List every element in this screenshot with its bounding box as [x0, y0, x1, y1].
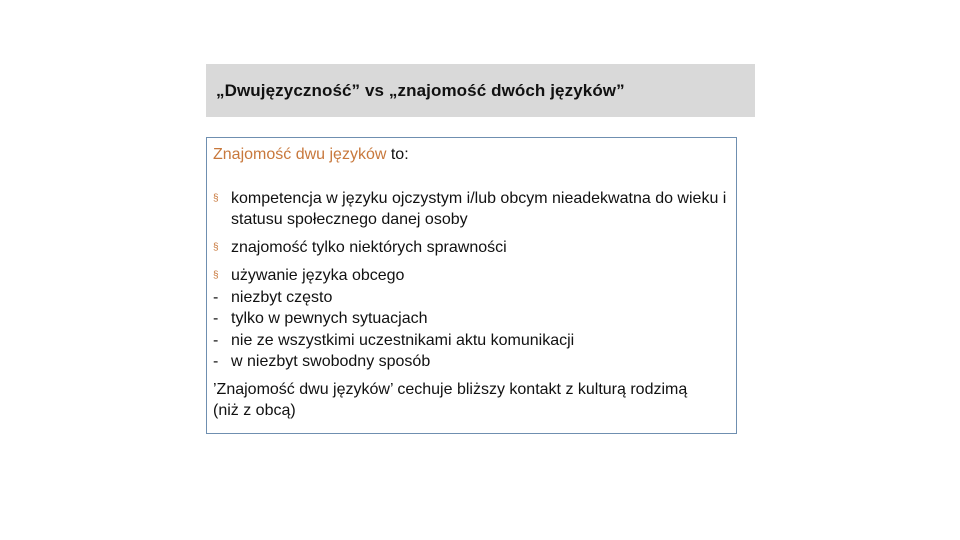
bullet-text: kompetencja w języku ojczystym i/lub obcym nieadekwatna do wieku i statusu społecznego danej osoby [231, 190, 727, 228]
bullet-square-icon: § [213, 270, 219, 281]
dash-marker: - [213, 353, 219, 370]
intro-line [213, 144, 409, 165]
content-box [206, 137, 737, 434]
sub-list-item [213, 351, 730, 372]
list-item [213, 265, 730, 286]
sub-list-item [213, 287, 730, 308]
sub-item-text: tylko w pewnych sytuacjach [231, 310, 428, 327]
sub-item-text: w niezbyt swobodny sposób [231, 353, 431, 370]
title-bar [206, 64, 755, 117]
intro-rest: to: [386, 146, 409, 163]
bullet-square-icon: § [213, 193, 219, 204]
list-item [213, 237, 730, 258]
closing-text: ’Znajomość dwu języków’ cechuje bliższy kontakt z kulturą rodzimą (niż z obcą) [213, 381, 688, 419]
bullet-square-icon: § [213, 242, 219, 253]
list-item [213, 188, 730, 230]
dash-marker: - [213, 289, 219, 306]
bullet-text: używanie języka obcego [231, 267, 405, 284]
sub-list-item [213, 330, 730, 351]
dash-marker: - [213, 332, 219, 349]
dash-marker: - [213, 310, 219, 327]
slide-title: „Dwujęzyczność” vs „znajomość dwóch języków” [216, 80, 625, 100]
bullet-text: znajomość tylko niektórych sprawności [231, 239, 507, 256]
intro-highlight: Znajomość dwu języków [213, 146, 387, 163]
sub-item-text: niezbyt często [231, 289, 333, 306]
sub-item-text: nie ze wszystkimi uczestnikami aktu komunikacji [231, 332, 575, 349]
sub-list-item [213, 308, 730, 329]
